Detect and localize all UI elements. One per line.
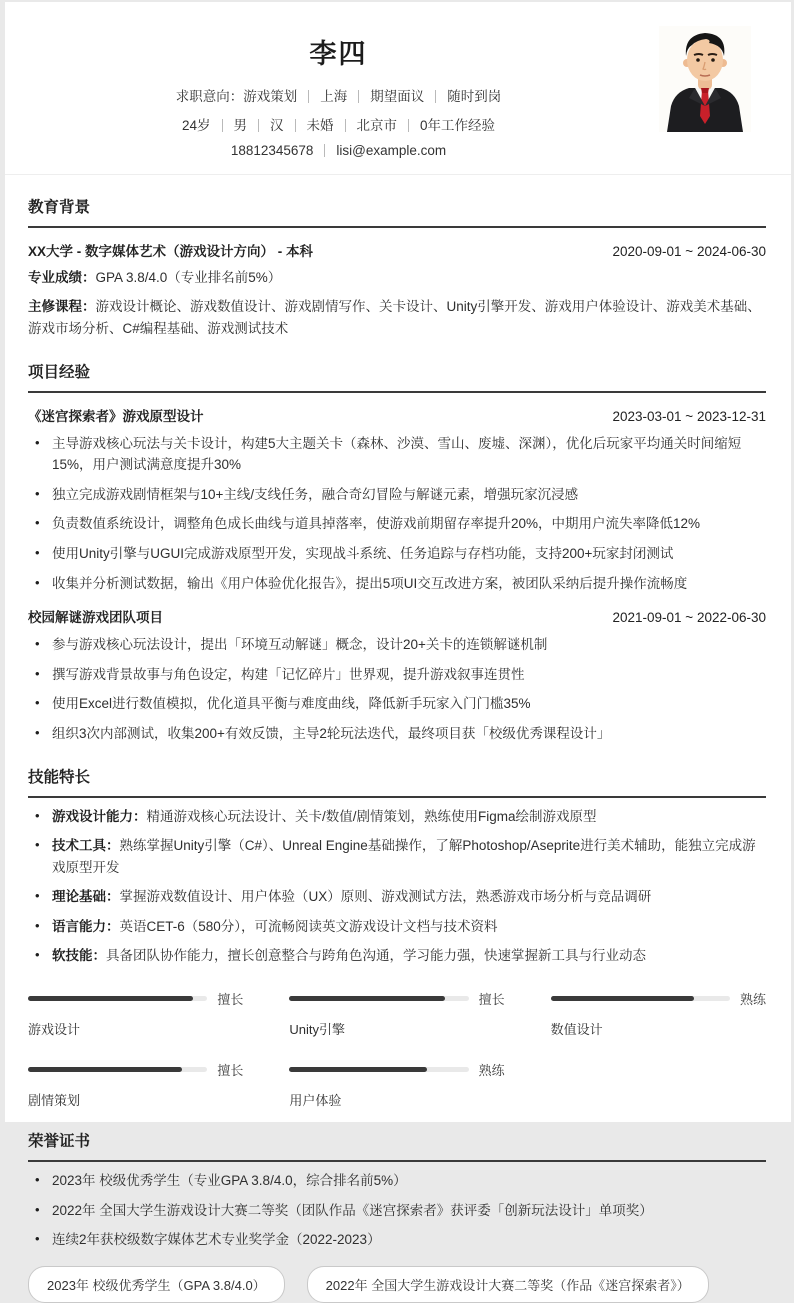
honor-tags-row [28,1266,766,1303]
project-name: 《迷宫探索者》游戏原型设计 [28,408,204,424]
skill-label: 语言能力： [52,918,120,934]
skill-bar [28,989,243,1038]
skill-bar [289,1060,504,1109]
skill-bar-fill [28,1067,182,1072]
honor-bullet: • 2022年 全国大学生游戏设计大赛二等奖（团队作品《迷宫探索者》获评委「创新玩法设计」单项奖） [28,1200,766,1222]
skill-bar-label: Unity引擎 [289,1022,345,1038]
header-info-segment: 未婚 [306,118,334,133]
skill-bar-fill [289,996,445,1001]
resume-header [5,2,791,174]
skill-bar [551,989,766,1038]
skill-bar-row [551,989,766,1008]
skill-bar-row [28,1060,243,1079]
project-date-range: 2021-09-01 ~ 2022-06-30 [612,610,766,626]
segment-separator [308,90,309,103]
project-bullet: • 使用Unity引擎与UGUI完成游戏原型开发，实现战斗系统、任务追踪与存档功能，支持200+玩家封闭测试 [28,543,766,565]
header-info-segment: 汉 [270,118,284,133]
skill-bar-track [28,1067,207,1072]
skill-text: 熟练掌握Unity引擎（C#）、Unreal Engine基础操作，了解Photoshop/Aseprite进行美术辅助，能独立完成游戏原型开发 [52,838,756,875]
project-bullet-list [28,634,766,744]
avatar-photo [659,26,751,132]
avatar-illustration [659,26,751,132]
project-bullet: • 组织3次内部测试，收集200+有效反馈，主导2轮玩法迭代，最终项目获「校级优秀课程设计」 [28,723,766,745]
skill-bar-row [289,1060,504,1079]
skill-bar-level: 熟练 [478,1063,505,1079]
project-bullet: • 参与游戏核心玩法设计，提出「环境互动解谜」概念，设计20+关卡的连锁解谜机制 [28,634,766,656]
skill-bullet [28,835,766,878]
project-name: 校园解谜游戏团队项目 [28,610,163,626]
segment-separator [258,119,259,132]
education-detail-row [28,296,766,340]
skills-list [28,806,766,968]
skill-bar-track [289,1067,468,1072]
header-info-segment: 北京市 [356,118,397,133]
skill-bar-label: 用户体验 [289,1093,342,1109]
section-honors [28,1129,766,1303]
skill-bar-label: 游戏设计 [28,1022,81,1038]
honor-tag-pill: 2023年 校级优秀学生（GPA 3.8/4.0） [28,1266,285,1303]
skill-bar-track [551,996,730,1001]
segment-separator [295,119,296,132]
honor-bullet: • 2023年 校级优秀学生（专业GPA 3.8/4.0，综合排名前5%） [28,1170,766,1192]
school-degree: XX大学 - 数字媒体艺术（游戏设计方向） - 本科 [28,244,314,259]
header-info-segment: lisi@example.com [336,143,447,158]
segment-separator [345,119,346,132]
skill-text: 掌握游戏数值设计、用户体验（UX）原则、游戏测试方法，熟悉游戏市场分析与竞品调研 [119,889,652,905]
segment-separator [324,144,325,157]
header-info-segment: 24岁 [181,118,211,133]
project-bullet: • 收集并分析测试数据，输出《用户体验优化报告》，提出5项UI交互改进方案，被团队采纳后提升操作流畅度 [28,573,766,595]
section-education [28,195,766,340]
contact-line [28,143,649,158]
header-info-segment: 随时到岗 [447,89,502,104]
skill-label: 理论基础： [52,889,120,905]
job-intent-line [28,85,649,105]
skill-bar-level: 熟练 [739,992,766,1008]
education-rows [28,267,766,340]
candidate-name: 李四 [309,39,368,69]
skill-bar-fill [289,1067,427,1072]
header-info-segment: 0年工作经验 [420,118,496,133]
project-entry-head [28,405,766,425]
education-date-range: 2020-09-01 ~ 2024-06-30 [612,244,766,259]
project-date-range: 2023-03-01 ~ 2023-12-31 [612,408,766,424]
skill-bar-label: 数值设计 [550,1022,603,1038]
skill-bar-level: 擅长 [217,992,244,1008]
header-info-segment: 期望面议 [370,89,425,104]
skill-bar-track [289,996,468,1001]
education-detail-row [28,267,766,289]
projects-list [28,405,766,745]
honor-bullet: • 连续2年获校级数字媒体艺术专业奖学金（2022-2023） [28,1229,766,1251]
header-info-segment: 上海 [320,89,348,104]
segment-separator [435,90,436,103]
header-info-segment: 求职意向：游戏策划 [175,89,298,104]
skill-bullet [28,945,766,967]
header-info-segment: 男 [233,118,247,133]
skill-bullet [28,806,766,828]
section-title-honors: 荣誉证书 [28,1129,766,1162]
skill-bar-row [289,989,504,1008]
section-title-skills: 技能特长 [28,765,766,798]
project-bullet: • 撰写游戏背景故事与角色设定，构建「记忆碎片」世界观，提升游戏叙事连贯性 [28,664,766,686]
honor-tag-pill: 2022年 全国大学生游戏设计大赛二等奖（作品《迷宫探索者》） [307,1266,709,1303]
skill-bars-grid [28,989,766,1109]
section-projects [28,360,766,745]
education-detail-label: 专业成绩： [28,270,96,285]
segment-separator [358,90,359,103]
project-bullet: • 使用Excel进行数值模拟，优化道具平衡与难度曲线，降低新手玩家入门门槛35% [28,693,766,715]
project-entry-head [28,606,766,626]
education-detail-text: GPA 3.8/4.0（专业排名前5%） [95,270,282,285]
header-info-segment: 18812345678 [230,143,314,158]
skill-bullet [28,916,766,938]
skill-bullet [28,886,766,908]
header-divider [5,174,791,175]
education-entry-head [28,240,766,260]
skill-text: 英语CET-6（580分），可流畅阅读英文游戏设计文档与技术资料 [119,918,498,934]
project-bullet: • 主导游戏核心玩法与关卡设计，构建5大主题关卡（森林、沙漠、雪山、废墟、深渊），优化后玩家平均通关时间缩短15%，用户测试满意度提升30% [28,433,766,476]
skill-text: 具备团队协作能力，擅长创意整合与跨角色沟通，学习能力强，快速掌握新工具与行业动态 [106,948,646,964]
project-bullet-list [28,433,766,595]
skill-label: 技术工具： [52,838,120,854]
segment-separator [222,119,223,132]
skill-text: 精通游戏核心玩法设计、关卡/数值/剧情策划，熟练使用Figma绘制游戏原型 [146,808,597,824]
section-title-education: 教育背景 [28,195,766,228]
header-text-block [28,26,649,158]
section-title-projects: 项目经验 [28,360,766,393]
skill-bar-label: 剧情策划 [28,1093,81,1109]
skill-bar-row [28,989,243,1008]
skill-bar [28,1060,243,1109]
education-detail-text: 游戏设计概论、游戏数值设计、游戏剧情写作、关卡设计、Unity引擎开发、游戏用户体验设计、游戏美术基础、游戏市场分析、C#编程基础、游戏测试技术 [28,298,761,336]
skill-bar-fill [551,996,694,1001]
project-bullet: • 负责数值系统设计，调整角色成长曲线与道具掉落率，使游戏前期留存率提升20%，中期用户流失率降低12% [28,513,766,535]
skill-label: 游戏设计能力： [52,808,147,824]
personal-info-line [28,114,649,134]
resume-page [5,2,791,1293]
skill-bar-fill [28,996,193,1001]
skill-bar-level: 擅长 [478,992,505,1008]
skill-label: 软技能： [52,948,106,964]
education-detail-label: 主修课程： [28,298,96,314]
project-bullet: • 独立完成游戏剧情框架与10+主线/支线任务，融合奇幻冒险与解谜元素，增强玩家沉浸感 [28,484,766,506]
skill-bar [289,989,504,1038]
honors-list [28,1170,766,1251]
skill-bar-track [28,996,207,1001]
section-skills [28,765,766,1110]
skill-bar-level: 擅长 [217,1063,244,1079]
segment-separator [408,119,409,132]
